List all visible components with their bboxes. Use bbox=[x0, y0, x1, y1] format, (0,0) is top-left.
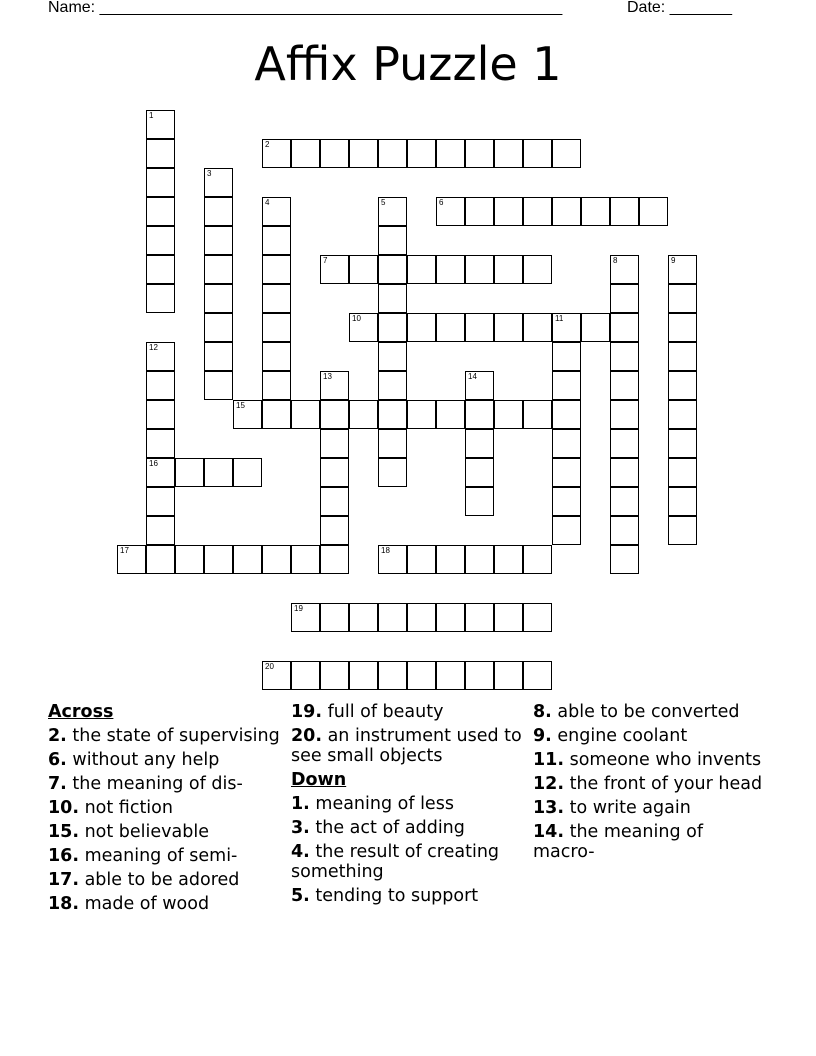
clue-item-number: 18. bbox=[48, 894, 80, 914]
grid-cell[interactable] bbox=[320, 603, 349, 632]
grid-cell[interactable] bbox=[465, 139, 494, 168]
clue-item-number: 15. bbox=[48, 822, 80, 842]
clue-item bbox=[48, 798, 284, 818]
grid-cell[interactable] bbox=[262, 342, 291, 371]
grid-cell[interactable] bbox=[552, 458, 581, 487]
clue-number: 13 bbox=[323, 372, 332, 381]
grid-cell[interactable] bbox=[610, 313, 639, 342]
clue-item-number: 8. bbox=[533, 702, 552, 722]
grid-cell[interactable] bbox=[146, 110, 175, 139]
grid-cell[interactable] bbox=[320, 661, 349, 690]
clue-number: 6 bbox=[439, 198, 444, 207]
grid-cell[interactable] bbox=[552, 487, 581, 516]
grid-cell[interactable] bbox=[320, 458, 349, 487]
grid-cell[interactable] bbox=[262, 545, 291, 574]
grid-cell[interactable] bbox=[146, 371, 175, 400]
clue-item-text: the front of your head bbox=[564, 774, 763, 794]
grid-cell[interactable] bbox=[349, 313, 378, 342]
grid-cell[interactable] bbox=[378, 139, 407, 168]
grid-cell[interactable] bbox=[610, 342, 639, 371]
clue-item-number: 17. bbox=[48, 870, 80, 890]
grid-cell[interactable] bbox=[610, 371, 639, 400]
grid-cell[interactable] bbox=[204, 255, 233, 284]
grid-cell[interactable] bbox=[320, 487, 349, 516]
grid-cell[interactable] bbox=[581, 313, 610, 342]
grid-cell[interactable] bbox=[378, 545, 407, 574]
grid-cell[interactable] bbox=[291, 400, 320, 429]
clues-column-1 bbox=[48, 702, 284, 918]
grid-cell[interactable] bbox=[581, 197, 610, 226]
grid-cell[interactable] bbox=[523, 400, 552, 429]
grid-cell[interactable] bbox=[349, 139, 378, 168]
grid-cell[interactable] bbox=[407, 400, 436, 429]
clue-item-number: 16. bbox=[48, 846, 80, 866]
grid-cell[interactable] bbox=[610, 429, 639, 458]
grid-cell[interactable] bbox=[465, 487, 494, 516]
clue-number: 12 bbox=[149, 343, 158, 352]
clue-item bbox=[48, 870, 284, 890]
grid-cell[interactable] bbox=[378, 284, 407, 313]
grid-cell[interactable] bbox=[146, 139, 175, 168]
grid-cell[interactable] bbox=[436, 313, 465, 342]
grid-cell[interactable] bbox=[204, 168, 233, 197]
grid-cell[interactable] bbox=[436, 603, 465, 632]
name-field-label: Name: ____________________________________________________ bbox=[48, 0, 563, 16]
clue-item bbox=[533, 702, 769, 722]
grid-cell[interactable] bbox=[146, 342, 175, 371]
grid-cell[interactable] bbox=[146, 226, 175, 255]
grid-cell[interactable] bbox=[465, 545, 494, 574]
grid-cell[interactable] bbox=[204, 284, 233, 313]
grid-cell[interactable] bbox=[436, 661, 465, 690]
clue-number: 9 bbox=[671, 256, 676, 265]
clue-item bbox=[533, 822, 769, 862]
clue-item bbox=[48, 846, 284, 866]
grid-cell[interactable] bbox=[610, 458, 639, 487]
grid-cell[interactable] bbox=[523, 139, 552, 168]
clue-item bbox=[48, 726, 284, 746]
grid-cell[interactable] bbox=[175, 458, 204, 487]
grid-cell[interactable] bbox=[320, 255, 349, 284]
grid-cell[interactable] bbox=[436, 400, 465, 429]
clue-number: 14 bbox=[468, 372, 477, 381]
clue-item-number: 11. bbox=[533, 750, 565, 770]
down-clue-list bbox=[291, 794, 527, 906]
grid-cell[interactable] bbox=[523, 255, 552, 284]
grid-cell[interactable] bbox=[378, 429, 407, 458]
grid-cell[interactable] bbox=[552, 313, 581, 342]
grid-cell[interactable] bbox=[465, 313, 494, 342]
grid-cell[interactable] bbox=[494, 400, 523, 429]
grid-cell[interactable] bbox=[639, 197, 668, 226]
grid-cell[interactable] bbox=[465, 371, 494, 400]
clue-item-text: made of wood bbox=[79, 894, 210, 914]
grid-cell[interactable] bbox=[349, 400, 378, 429]
clue-item-text: able to be converted bbox=[551, 702, 740, 722]
grid-cell[interactable] bbox=[552, 342, 581, 371]
clue-item bbox=[533, 750, 769, 770]
grid-cell[interactable] bbox=[610, 255, 639, 284]
grid-cell[interactable] bbox=[552, 400, 581, 429]
grid-cell[interactable] bbox=[378, 313, 407, 342]
grid-cell[interactable] bbox=[668, 400, 697, 429]
grid-cell[interactable] bbox=[204, 371, 233, 400]
clue-number: 11 bbox=[555, 314, 564, 323]
clue-item bbox=[291, 794, 527, 814]
grid-cell[interactable] bbox=[465, 197, 494, 226]
clue-number: 10 bbox=[352, 314, 361, 323]
grid-cell[interactable] bbox=[378, 400, 407, 429]
grid-cell[interactable] bbox=[610, 197, 639, 226]
clue-item-number: 10. bbox=[48, 798, 80, 818]
clue-item-number: 19. bbox=[291, 702, 323, 722]
clue-item-text: the meaning of macro- bbox=[533, 822, 703, 862]
clue-item-text: not fiction bbox=[79, 798, 173, 818]
grid-cell[interactable] bbox=[494, 197, 523, 226]
grid-cell[interactable] bbox=[494, 661, 523, 690]
grid-cell[interactable] bbox=[494, 545, 523, 574]
clue-number: 20 bbox=[265, 662, 274, 671]
grid-cell[interactable] bbox=[523, 545, 552, 574]
clue-number: 8 bbox=[613, 256, 618, 265]
clue-item-number: 12. bbox=[533, 774, 565, 794]
grid-cell[interactable] bbox=[262, 226, 291, 255]
clue-item bbox=[291, 818, 527, 838]
grid-cell[interactable] bbox=[668, 342, 697, 371]
grid-cell[interactable] bbox=[436, 197, 465, 226]
down-clue-list-continued bbox=[533, 702, 769, 862]
clue-item-text: the result of creating something bbox=[291, 842, 500, 882]
grid-cell[interactable] bbox=[436, 139, 465, 168]
grid-cell[interactable] bbox=[523, 603, 552, 632]
grid-cell[interactable] bbox=[320, 139, 349, 168]
grid-cell[interactable] bbox=[146, 429, 175, 458]
clues-column-3 bbox=[533, 702, 769, 866]
grid-cell[interactable] bbox=[204, 197, 233, 226]
clue-item-number: 1. bbox=[291, 794, 310, 814]
clue-item bbox=[533, 726, 769, 746]
grid-cell[interactable] bbox=[204, 226, 233, 255]
grid-cell[interactable] bbox=[146, 400, 175, 429]
puzzle-title: Affix Puzzle 1 bbox=[254, 37, 562, 91]
clue-item-number: 14. bbox=[533, 822, 565, 842]
grid-cell[interactable] bbox=[465, 603, 494, 632]
grid-cell[interactable] bbox=[668, 371, 697, 400]
grid-cell[interactable] bbox=[668, 255, 697, 284]
grid-cell[interactable] bbox=[204, 458, 233, 487]
clue-item bbox=[48, 894, 284, 914]
grid-cell[interactable] bbox=[262, 197, 291, 226]
date-field-label: Date: _______ bbox=[627, 0, 732, 16]
clue-item bbox=[291, 842, 527, 882]
grid-cell[interactable] bbox=[378, 371, 407, 400]
clue-item-text: without any help bbox=[66, 750, 220, 770]
grid-cell[interactable] bbox=[378, 255, 407, 284]
grid-cell[interactable] bbox=[523, 313, 552, 342]
grid-cell[interactable] bbox=[320, 400, 349, 429]
across-clue-list-continued bbox=[291, 702, 527, 766]
clue-item-text: meaning of semi- bbox=[79, 846, 238, 866]
clue-item-number: 3. bbox=[291, 818, 310, 838]
clue-item-text: an instrument used to see small objects bbox=[291, 726, 522, 766]
grid-cell[interactable] bbox=[233, 545, 262, 574]
grid-cell[interactable] bbox=[668, 313, 697, 342]
grid-cell[interactable] bbox=[668, 516, 697, 545]
clue-number: 18 bbox=[381, 546, 390, 555]
grid-cell[interactable] bbox=[407, 661, 436, 690]
grid-cell[interactable] bbox=[262, 284, 291, 313]
clue-item bbox=[291, 702, 527, 722]
grid-cell[interactable] bbox=[552, 197, 581, 226]
grid-cell[interactable] bbox=[262, 371, 291, 400]
grid-cell[interactable] bbox=[668, 458, 697, 487]
clue-item bbox=[533, 774, 769, 794]
grid-cell[interactable] bbox=[523, 197, 552, 226]
grid-cell[interactable] bbox=[262, 139, 291, 168]
grid-cell[interactable] bbox=[668, 487, 697, 516]
grid-cell[interactable] bbox=[407, 313, 436, 342]
clue-item-number: 9. bbox=[533, 726, 552, 746]
grid-cell[interactable] bbox=[349, 255, 378, 284]
grid-cell[interactable] bbox=[262, 661, 291, 690]
clue-item-text: able to be adored bbox=[79, 870, 240, 890]
grid-cell[interactable] bbox=[320, 429, 349, 458]
grid-cell[interactable] bbox=[146, 168, 175, 197]
grid-cell[interactable] bbox=[378, 603, 407, 632]
clue-item bbox=[533, 798, 769, 818]
grid-cell[interactable] bbox=[465, 661, 494, 690]
clue-item-text: to write again bbox=[564, 798, 691, 818]
clue-item-number: 4. bbox=[291, 842, 310, 862]
clue-number: 5 bbox=[381, 198, 386, 207]
clue-item bbox=[48, 750, 284, 770]
grid-cell[interactable] bbox=[407, 545, 436, 574]
clue-item-text: the state of supervising bbox=[66, 726, 280, 746]
clue-item bbox=[48, 822, 284, 842]
clue-item-text: not believable bbox=[79, 822, 209, 842]
grid-cell[interactable] bbox=[552, 516, 581, 545]
grid-cell[interactable] bbox=[552, 139, 581, 168]
clue-item-number: 6. bbox=[48, 750, 67, 770]
grid-cell[interactable] bbox=[291, 603, 320, 632]
clues-column-2 bbox=[291, 702, 527, 910]
clue-item-number: 2. bbox=[48, 726, 67, 746]
clue-number: 1 bbox=[149, 111, 154, 120]
grid-cell[interactable] bbox=[465, 458, 494, 487]
clue-item-text: engine coolant bbox=[551, 726, 688, 746]
grid-cell[interactable] bbox=[146, 458, 175, 487]
grid-cell[interactable] bbox=[349, 603, 378, 632]
grid-cell[interactable] bbox=[262, 255, 291, 284]
clue-number: 3 bbox=[207, 169, 212, 178]
across-heading: Across bbox=[48, 702, 114, 722]
grid-cell[interactable] bbox=[610, 487, 639, 516]
grid-cell[interactable] bbox=[610, 545, 639, 574]
grid-cell[interactable] bbox=[552, 429, 581, 458]
grid-cell[interactable] bbox=[465, 429, 494, 458]
grid-cell[interactable] bbox=[552, 371, 581, 400]
clue-number: 17 bbox=[120, 546, 129, 555]
down-heading: Down bbox=[291, 770, 347, 790]
clue-item bbox=[291, 726, 527, 766]
clue-number: 15 bbox=[236, 401, 245, 410]
grid-cell[interactable] bbox=[610, 400, 639, 429]
clue-number: 4 bbox=[265, 198, 270, 207]
clue-item-number: 7. bbox=[48, 774, 67, 794]
clue-item-text: someone who invents bbox=[564, 750, 762, 770]
grid-cell[interactable] bbox=[610, 284, 639, 313]
grid-cell[interactable] bbox=[668, 429, 697, 458]
grid-cell[interactable] bbox=[320, 371, 349, 400]
clue-number: 16 bbox=[149, 459, 158, 468]
grid-cell[interactable] bbox=[146, 487, 175, 516]
grid-cell[interactable] bbox=[146, 545, 175, 574]
grid-cell[interactable] bbox=[262, 313, 291, 342]
grid-cell[interactable] bbox=[610, 516, 639, 545]
grid-cell[interactable] bbox=[146, 197, 175, 226]
grid-cell[interactable] bbox=[117, 545, 146, 574]
grid-cell[interactable] bbox=[378, 661, 407, 690]
clue-number: 19 bbox=[294, 604, 303, 613]
grid-cell[interactable] bbox=[320, 545, 349, 574]
grid-cell[interactable] bbox=[465, 400, 494, 429]
grid-cell[interactable] bbox=[233, 458, 262, 487]
clue-item-text: the meaning of dis- bbox=[66, 774, 243, 794]
grid-cell[interactable] bbox=[146, 284, 175, 313]
grid-cell[interactable] bbox=[465, 255, 494, 284]
grid-cell[interactable] bbox=[378, 458, 407, 487]
grid-cell[interactable] bbox=[494, 313, 523, 342]
grid-cell[interactable] bbox=[349, 661, 378, 690]
clue-item-text: full of beauty bbox=[322, 702, 444, 722]
grid-cell[interactable] bbox=[407, 139, 436, 168]
grid-cell[interactable] bbox=[262, 400, 291, 429]
across-clue-list bbox=[48, 726, 284, 914]
grid-cell[interactable] bbox=[407, 255, 436, 284]
grid-cell[interactable] bbox=[291, 661, 320, 690]
grid-cell[interactable] bbox=[320, 516, 349, 545]
grid-cell[interactable] bbox=[378, 342, 407, 371]
grid-cell[interactable] bbox=[233, 400, 262, 429]
grid-cell[interactable] bbox=[436, 255, 465, 284]
grid-cell[interactable] bbox=[291, 545, 320, 574]
grid-cell[interactable] bbox=[204, 545, 233, 574]
clue-item-text: tending to support bbox=[309, 886, 479, 906]
clue-item bbox=[291, 886, 527, 906]
grid-cell[interactable] bbox=[175, 545, 204, 574]
clue-number: 2 bbox=[265, 140, 270, 149]
clue-item-number: 20. bbox=[291, 726, 323, 746]
grid-cell[interactable] bbox=[146, 255, 175, 284]
grid-cell[interactable] bbox=[494, 139, 523, 168]
clue-item-text: the act of adding bbox=[309, 818, 465, 838]
clue-item-number: 13. bbox=[533, 798, 565, 818]
clue-item bbox=[48, 774, 284, 794]
clue-item-text: meaning of less bbox=[309, 794, 454, 814]
grid-cell[interactable] bbox=[204, 313, 233, 342]
grid-cell[interactable] bbox=[291, 139, 320, 168]
grid-cell[interactable] bbox=[436, 545, 465, 574]
grid-cell[interactable] bbox=[494, 603, 523, 632]
clue-item-number: 5. bbox=[291, 886, 310, 906]
grid-cell[interactable] bbox=[378, 197, 407, 226]
grid-cell[interactable] bbox=[668, 284, 697, 313]
grid-cell[interactable] bbox=[523, 661, 552, 690]
grid-cell[interactable] bbox=[146, 516, 175, 545]
grid-cell[interactable] bbox=[204, 342, 233, 371]
grid-cell[interactable] bbox=[407, 603, 436, 632]
grid-cell[interactable] bbox=[378, 226, 407, 255]
clue-number: 7 bbox=[323, 256, 328, 265]
grid-cell[interactable] bbox=[494, 255, 523, 284]
